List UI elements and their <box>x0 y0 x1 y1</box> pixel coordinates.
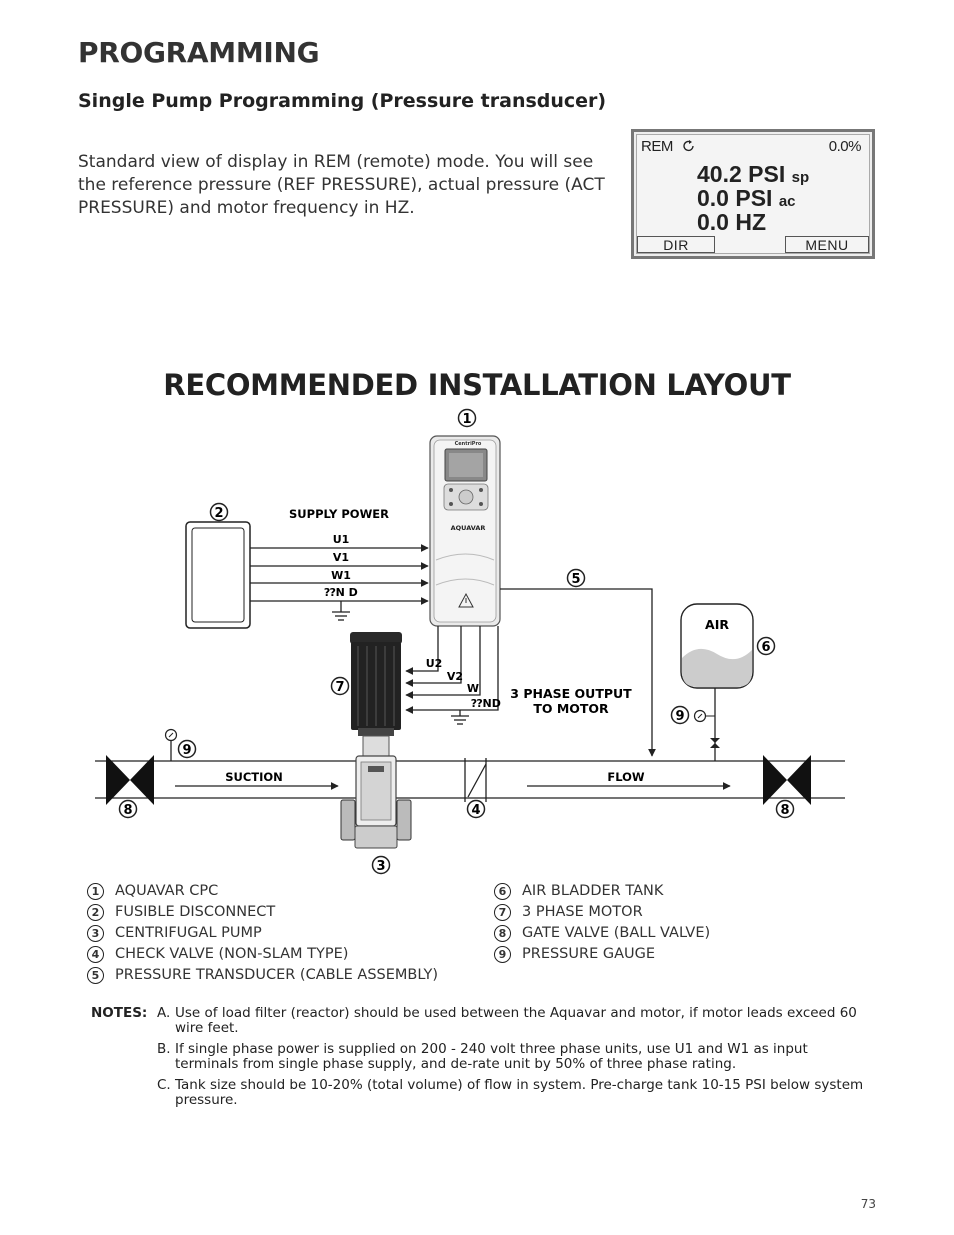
aquavar-drive <box>430 436 500 626</box>
rotation-icon <box>682 140 696 152</box>
note-text: Use of load filter (reactor) should be used between the Aquavar and motor, if motor leads exceed 60 wire feet. <box>175 1005 857 1036</box>
output-label-2: TO MOTOR <box>533 701 609 716</box>
notes-label: NOTES: <box>91 1005 148 1021</box>
display-mode: REM <box>641 138 696 155</box>
keypad-display <box>631 129 875 259</box>
supply-power-label: SUPPLY POWER <box>289 507 389 521</box>
air-label: AIR <box>705 617 729 632</box>
centrifugal-pump <box>341 736 411 848</box>
installation-diagram <box>0 400 954 880</box>
page-heading: PROGRAMMING <box>78 36 320 69</box>
svg-text:9: 9 <box>675 709 685 724</box>
suction-label: SUCTION <box>225 770 283 784</box>
intro-paragraph: Standard view of display in REM (remote) mode. You will see the reference pressure (REF PRESSURE), actual pressure (ACT PRESSURE) and motor frequency in HZ. <box>78 152 605 218</box>
air-bladder-tank <box>681 604 753 761</box>
svg-text:1: 1 <box>462 412 472 427</box>
note-key: B. <box>157 1041 171 1057</box>
svg-text:8: 8 <box>123 803 133 818</box>
svg-text:5: 5 <box>571 572 581 587</box>
gauge-icon-left <box>166 730 177 762</box>
display-act-pressure: 0.0 PSI ac <box>697 185 796 211</box>
callout-5 <box>568 570 585 588</box>
display-percent: 0.0% <box>828 138 861 155</box>
installation-title: RECOMMENDED INSTALLATION LAYOUT <box>163 368 791 402</box>
svg-text:8: 8 <box>780 803 790 818</box>
svg-text:7: 7 <box>335 680 345 695</box>
menu-button[interactable]: MENU <box>785 236 869 253</box>
callout-4 <box>468 801 485 819</box>
output-gnd: ⁇ND <box>471 697 501 710</box>
callout-9-left <box>179 741 196 759</box>
input-u1: U1 <box>332 533 350 546</box>
svg-text:6: 6 <box>761 640 771 655</box>
gauge-icon-right <box>695 711 716 722</box>
note-key: C. <box>157 1077 171 1093</box>
three-phase-motor <box>350 632 402 736</box>
callout-7 <box>332 678 349 696</box>
input-v1: V1 <box>332 551 350 564</box>
note-key: A. <box>157 1005 171 1021</box>
dir-button[interactable]: DIR <box>637 236 715 253</box>
drive-product-label: AQUAVAR <box>450 524 486 532</box>
input-gnd: ⁇N D <box>324 586 358 599</box>
transducer-cable <box>500 589 652 756</box>
callout-8-left <box>120 801 137 819</box>
output-w: W <box>466 682 480 695</box>
flow-label: FLOW <box>607 770 645 784</box>
fusible-disconnect <box>186 522 250 628</box>
display-frequency: 0.0 HZ <box>697 209 767 235</box>
svg-text:9: 9 <box>182 743 192 758</box>
page-number: 73 <box>860 1197 876 1211</box>
callout-6 <box>758 638 775 656</box>
svg-text:3: 3 <box>376 859 386 874</box>
callout-2 <box>211 504 228 522</box>
display-ref-pressure: 40.2 PSI sp <box>697 161 810 187</box>
output-v2: V2 <box>446 670 464 683</box>
callout-3 <box>373 857 390 875</box>
legend: 1 AQUAVAR CPC 2 FUSIBLE DISCONNECT 3 CENTRIFUGAL PUMP 4 CHECK VALVE (NON-SLAM TYPE) 5 PRESSURE TRANSDUCER (CABLE ASSEMBLY) 6 AIR BLADDER TANK 7 3 PHASE MOTOR 8 GATE VALVE (BALL VALVE) 9 PRESSURE GAUGE <box>0 0 954 1</box>
callout-8-right <box>777 801 794 819</box>
callout-9-right <box>672 707 689 725</box>
check-valve <box>465 758 486 802</box>
output-label-1: 3 PHASE OUTPUT <box>510 686 632 701</box>
svg-text:2: 2 <box>214 506 224 521</box>
note-text: If single phase power is supplied on 200 - 240 volt three phase units, use U1 and W1 as input terminals from single phase supply, and de-rate unit by 50% of three phase rating. <box>175 1041 808 1072</box>
output-u2: U2 <box>425 657 443 670</box>
note-text: Tank size should be 10-20% (total volume) of flow in system. Pre-charge tank 10-15 PSI below system pressure. <box>175 1077 864 1108</box>
callout-1 <box>459 410 476 428</box>
drive-brand: CentriPro <box>454 441 482 447</box>
input-w1: W1 <box>331 569 351 582</box>
svg-text:4: 4 <box>471 803 481 818</box>
section-subheading: Single Pump Programming (Pressure transducer) <box>78 90 607 112</box>
